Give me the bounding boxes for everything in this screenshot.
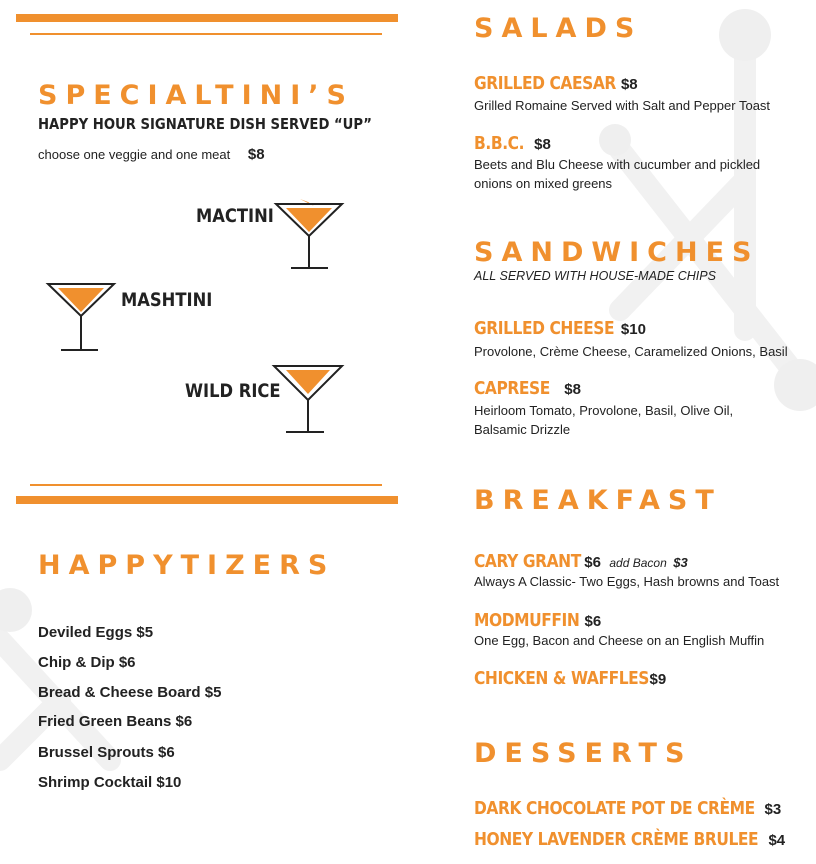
happytizer-item: Chip & Dip $6: [38, 654, 136, 671]
dish-description: Provolone, Crème Cheese, Caramelized Onions, Basil: [474, 344, 788, 359]
dish-price: $6: [584, 554, 601, 571]
dish-caprese: [474, 378, 581, 399]
dish-grilled-cheese: [474, 318, 646, 339]
dish-description: Beets and Blu Cheese with cucumber and pickled: [474, 157, 761, 172]
happytizers-title: HAPPYTIZERS: [38, 550, 336, 581]
dish-price: $8: [620, 76, 638, 93]
specialtinis-note: [38, 146, 265, 163]
dish-price: $8: [534, 136, 551, 153]
dish-name: GRILLED CHEESE: [474, 318, 615, 339]
drink-mashtini: MASHTINI: [121, 289, 213, 311]
dish-name: CAPRESE: [474, 378, 550, 399]
dish-name: DARK CHOCOLATE POT DE CRÈME: [474, 798, 755, 819]
dish-description: Always A Classic- Two Eggs, Hash browns and Toast: [474, 574, 780, 589]
happytizer-item: Fried Green Beans $6: [38, 713, 193, 730]
happytizer-item: Deviled Eggs $5: [38, 624, 154, 641]
specialtinis-title: SPECIALTINI’S: [38, 80, 354, 111]
dish-honey-lavender: [474, 829, 785, 850]
dish-price: $8: [564, 381, 581, 398]
dish-description: Heirloom Tomato, Provolone, Basil, Olive Oil,: [474, 403, 734, 418]
mid-rule-thin: [30, 484, 382, 486]
dish-name: CHICKEN & WAFFLES: [474, 668, 650, 689]
top-rule-thick: [16, 14, 398, 22]
martini-glass-icon: [46, 280, 116, 356]
breakfast-title: BREAKFAST: [474, 485, 722, 516]
dish-bbc: [474, 133, 551, 154]
drink-wild-rice: WILD RICE: [185, 380, 281, 402]
dish-name: B.B.C.: [474, 133, 525, 154]
dish-price: $3: [764, 801, 782, 818]
dish-name: MODMUFFIN: [474, 610, 580, 631]
drink-mactini: MACTINI: [196, 205, 274, 227]
happytizer-item: Brussel Sprouts $6: [38, 744, 175, 761]
mid-rule-thick: [16, 496, 398, 504]
martini-glass-icon: [272, 362, 344, 438]
dish-description: Grilled Romaine Served with Salt and Pepper Toast: [474, 98, 771, 113]
dish-description: One Egg, Bacon and Cheese on an English Muffin: [474, 633, 765, 648]
dish-price: $6: [584, 613, 602, 630]
dish-name: HONEY LAVENDER CRÈME BRULEE: [474, 829, 759, 850]
dish-name: CARY GRANT: [474, 551, 581, 572]
specialtinis-note-text: choose one veggie and one meat: [38, 147, 231, 162]
sandwiches-title: SANDWICHES: [474, 237, 760, 268]
addon-price: $3: [673, 555, 688, 570]
dish-description: onions on mixed greens: [474, 176, 613, 191]
dish-name: GRILLED CAESAR: [474, 73, 616, 94]
happytizer-item: Shrimp Cocktail $10: [38, 774, 182, 791]
addon-label: add Bacon: [609, 556, 667, 570]
specialtinis-subtitle: HAPPY HOUR SIGNATURE DISH SERVED “UP”: [38, 115, 372, 133]
dish-price: $10: [620, 321, 646, 338]
dish-chicken-waffles: [474, 668, 666, 689]
dish-price: $9: [649, 671, 667, 688]
specialtinis-price: $8: [247, 146, 265, 163]
dish-description: Balsamic Drizzle: [474, 422, 571, 437]
martini-glass-icon: [274, 196, 344, 272]
salads-title: SALADS: [474, 13, 643, 44]
sandwiches-subtitle: ALL SERVED WITH HOUSE-MADE CHIPS: [474, 269, 716, 283]
dish-grilled-caesar: [474, 73, 638, 94]
happytizer-item: Bread & Cheese Board $5: [38, 684, 222, 701]
dish-modmuffin: [474, 610, 601, 631]
dish-cary-grant: [474, 551, 688, 572]
dish-dark-chocolate: [474, 798, 781, 819]
desserts-title: DESSERTS: [474, 738, 693, 769]
dish-price: $4: [768, 832, 786, 849]
top-rule-thin: [30, 33, 382, 35]
